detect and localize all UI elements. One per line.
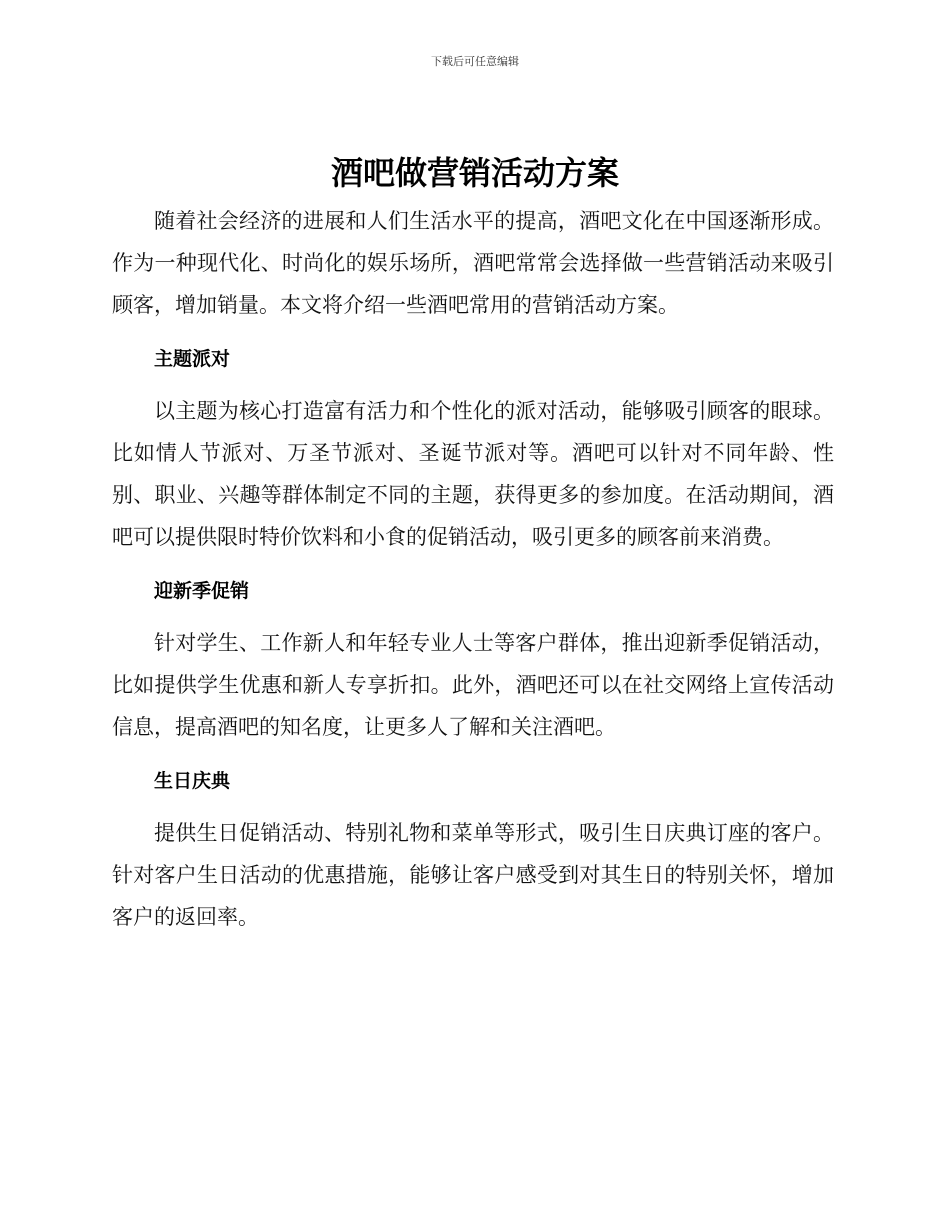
section-heading: 迎新季促销 (154, 580, 250, 602)
document-title: 酒吧做营销活动方案 (330, 154, 619, 192)
intro-paragraph: 随着社会经济的进展和人们生活水平的提高，酒吧文化在中国逐渐形成。作为一种现代化、时尚化的娱乐场所，酒吧常常会选择做一些营销活动来吸引顾客，增加销量。本文将介绍一些酒吧常用的营销活动方案。 (112, 209, 834, 317)
section-heading: 主题派对 (154, 348, 231, 370)
section-birthday-celebration (112, 760, 834, 938)
section-paragraph: 针对学生、工作新人和年轻专业人士等客户群体，推出迎新季促销活动，比如提供学生优惠和新人专享折扣。此外，酒吧还可以在社交网络上宣传活动信息，提高酒吧的知名度，让更多人了解和关注酒吧。 (112, 631, 834, 739)
section-paragraph: 以主题为核心打造富有活力和个性化的派对活动，能够吸引顾客的眼球。比如情人节派对、万圣节派对、圣诞节派对等。酒吧可以针对不同年龄、性别、职业、兴趣等群体制定不同的主题，获得更多的参加度。在活动期间，酒吧可以提供限时特价饮料和小食的促销活动，吸引更多的顾客前来消费。 (112, 399, 834, 549)
section-paragraph: 提供生日促销活动、特别礼物和菜单等形式，吸引生日庆典订座的客户。针对客户生日活动的优惠措施，能够让客户感受到对其生日的特别关怀，增加客户的返回率。 (112, 821, 834, 929)
header-note: 下载后可任意编辑 (431, 55, 519, 68)
section-heading: 生日庆典 (154, 770, 231, 792)
section-new-season-promo (112, 570, 834, 748)
document-body (112, 200, 834, 938)
section-theme-party (112, 338, 834, 558)
